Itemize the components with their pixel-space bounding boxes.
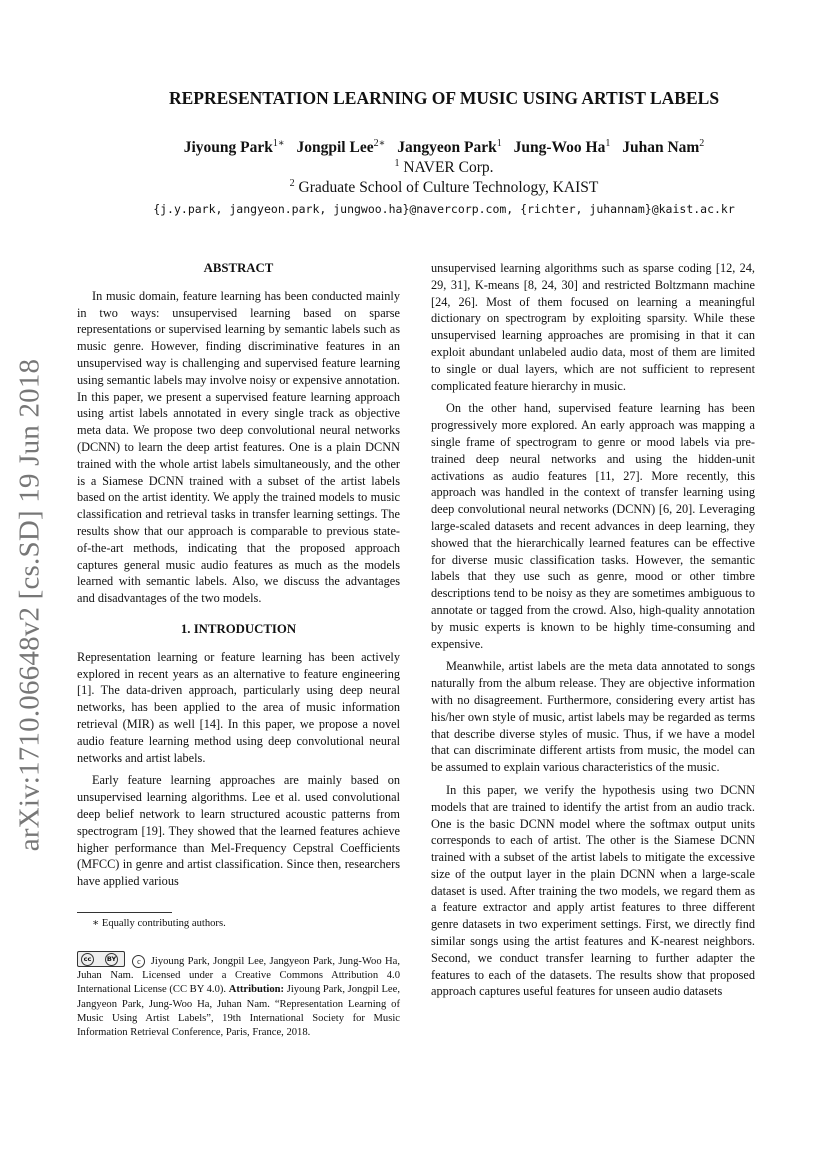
introduction-heading: 1. INTRODUCTION — [180, 621, 297, 636]
affiliation-mark: 1 — [394, 158, 400, 169]
author — [184, 139, 285, 156]
author-mark: 2∗ — [373, 138, 386, 149]
copyright-icon: c — [132, 955, 145, 968]
license-note — [77, 951, 400, 1040]
affiliation — [60, 158, 828, 177]
author-emails: {j.y.park, jangyeon.park, jungwoo.ha}@navercorp.com, {richter, juhannam}@kaist.ac.kr — [153, 202, 735, 216]
abstract-heading: ABSTRACT — [203, 261, 274, 275]
author-name: Jongpil Lee — [296, 139, 374, 157]
creative-commons-badge-icon — [77, 951, 125, 967]
author — [622, 139, 704, 156]
cc-icon: cc — [81, 953, 94, 966]
paragraph: Meanwhile, artist labels are the meta data annotated to songs naturally from the album release. They are objective information with no disagreement. Furthermore, considering every artist has his/her own style of music, artist labels may be regarded as terms that describe diverse styles of music. Thus, if we have a model that can discriminate different artists from music, the model can be assumed to explain various characteristics of the music. — [431, 659, 755, 775]
affiliation-name: Graduate School of Culture Technology, KAIST — [298, 179, 599, 197]
author-name: Jung-Woo Ha — [513, 139, 606, 157]
paper-title: REPRESENTATION LEARNING OF MUSIC USING ARTIST LABELS — [168, 88, 720, 108]
affiliation — [60, 178, 828, 197]
author-mark: 1 — [496, 138, 502, 149]
license-text: Jiyoung Park, Jongpil Lee, Jangyeon Park, Jung-Woo Ha, Juhan Nam. Licensed under a Creative Commons Attribution 4.0 International License (CC BY 4.0). — [77, 955, 400, 996]
abstract-text: In music domain, feature learning has been conducted mainly in two ways: unsupervised learning based on sparse representations or supervised learning by semantic labels such as music genre. However, finding discriminative features in an unsupervised way is challenging and supervised feature learning using semantic labels may involve noisy or expensive annotation. In this paper, we present a supervised feature learning approach using artist labels annotated in every single track as objective meta data. We propose two deep convolutional neural networks (DCNN) to learn the deep artist features. One is a plain DCNN trained with the whole artist labels simultaneously, and the other is a Siamese DCNN trained with a subset of the artist labels based on the artist identity. We apply the trained models to music classification and retrieval tasks in transfer learning settings. The results show that our approach is comparable to previous state-of-the-art methods, indicating that the proposed approach captures general music audio features as much as the models learned with semantic labels. Also, we discuss the advantages and disadvantages of the two models. — [77, 288, 400, 606]
by-icon: BY — [105, 953, 118, 966]
author-mark: 1 — [605, 138, 611, 149]
attribution-label: Attribution: — [228, 984, 285, 996]
paragraph: unsupervised learning algorithms such as sparse coding [12, 24, 29, 31], K-means [8, 24, 30] and restricted Boltzmann machine [24, 26]. Most of them focused on learning a meaningful dictionary on spectrogram by exploiting sparsity. While these unsupervised learning approaches are promising in that it can exploit abundant unlabeled audio data, most of them are limited to single or dual layers, which are not sufficient to represent complicated feature hierarchy in music. — [431, 261, 755, 393]
footnote: ∗ Equally contributing authors. — [92, 917, 226, 929]
right-column — [431, 260, 755, 1006]
author-list — [60, 138, 828, 157]
paragraph: In this paper, we verify the hypothesis using two DCNN models that are trained to identify the artist from an audio track. One is the basic DCNN model where the softmax output units corresponds to each of artist. The other is the Siamese DCNN trained with a subset of the artist labels to mitigate the excessive size of the output layer in the plain DCNN when a large-scale dataset is used. After training the two models, we regard them as a feature extractor and apply artist features to three different genre datasets in two experiment settings. First, we directly find similar songs using the artist features and K-nearest neighbors. Second, we conduct transfer learning to further adapter the features to each of the datasets. The results show that proposed approach captures useful features for unseen audio datasets — [431, 782, 755, 999]
author — [297, 139, 386, 156]
author-name: Jangyeon Park — [397, 139, 497, 157]
left-column — [77, 260, 400, 1040]
author-name: Juhan Nam — [622, 139, 700, 157]
attribution-text: Jiyoung Park, Jongpil Lee, Jangyeon Park, Jung-Woo Ha, Juhan Nam. “Representation Learning of Music Using Artist Labels”, 19th International Society for Music Information Retrieval Conference, Paris, France, 2018. — [77, 984, 400, 1038]
arxiv-stamp — [10, 360, 50, 850]
arxiv-stamp-text: arXiv:1710.06648v2 [cs.SD] 19 Jun 2018 — [13, 358, 46, 852]
footnote-rule — [77, 912, 172, 913]
author-name: Jiyoung Park — [183, 139, 273, 157]
author — [397, 139, 501, 156]
author-mark: 2 — [699, 138, 705, 149]
paragraph: On the other hand, supervised feature learning has been progressively more explored. An early approach was mapping a single frame of spectrogram to genre or mood labels via pre-trained deep neural networks and using the hidden-unit activations as audio features [11, 27]. More recently, this approach was handled in the context of transfer learning using deep convolutional neural networks (DCNN) [6, 20]. Leveraging large-scaled datasets and recent advances in deep learning, they showed that the hierarchically learned features can be effective for diverse music classification tasks. However, the semantic labels that they use such as genre, mood or other timbre descriptions tend to be noisy as they are sometimes ambiguous to annotate or tagged from the crowd. Also, high-quality annotation by music experts is known to be highly time-consuming and expensive. — [431, 401, 755, 651]
affiliation-name: NAVER Corp. — [403, 159, 494, 177]
author — [514, 139, 611, 156]
paragraph: Representation learning or feature learning has been actively explored in recent years as an alternative to feature engineering [1]. The data-driven approach, particularly using deep neural networks, has been applied to the area of music information retrieval (MIR) as well [14]. In this paper, we propose a novel audio feature learning method using deep convolutional neural networks and artist labels. — [77, 649, 400, 765]
author-mark: 1∗ — [272, 138, 285, 149]
paragraph: Early feature learning approaches are mainly based on unsupervised learning algorithms. Lee et al. used convolutional deep belief network to learn structured acoustic patterns from spectrogram [19]. They showed that the learned features achieve higher performance than Mel-Frequency Cepstral Coefficients (MFCC) in genre and artist classification. Since then, researchers have applied various — [77, 773, 400, 889]
affiliation-mark: 2 — [289, 178, 295, 189]
